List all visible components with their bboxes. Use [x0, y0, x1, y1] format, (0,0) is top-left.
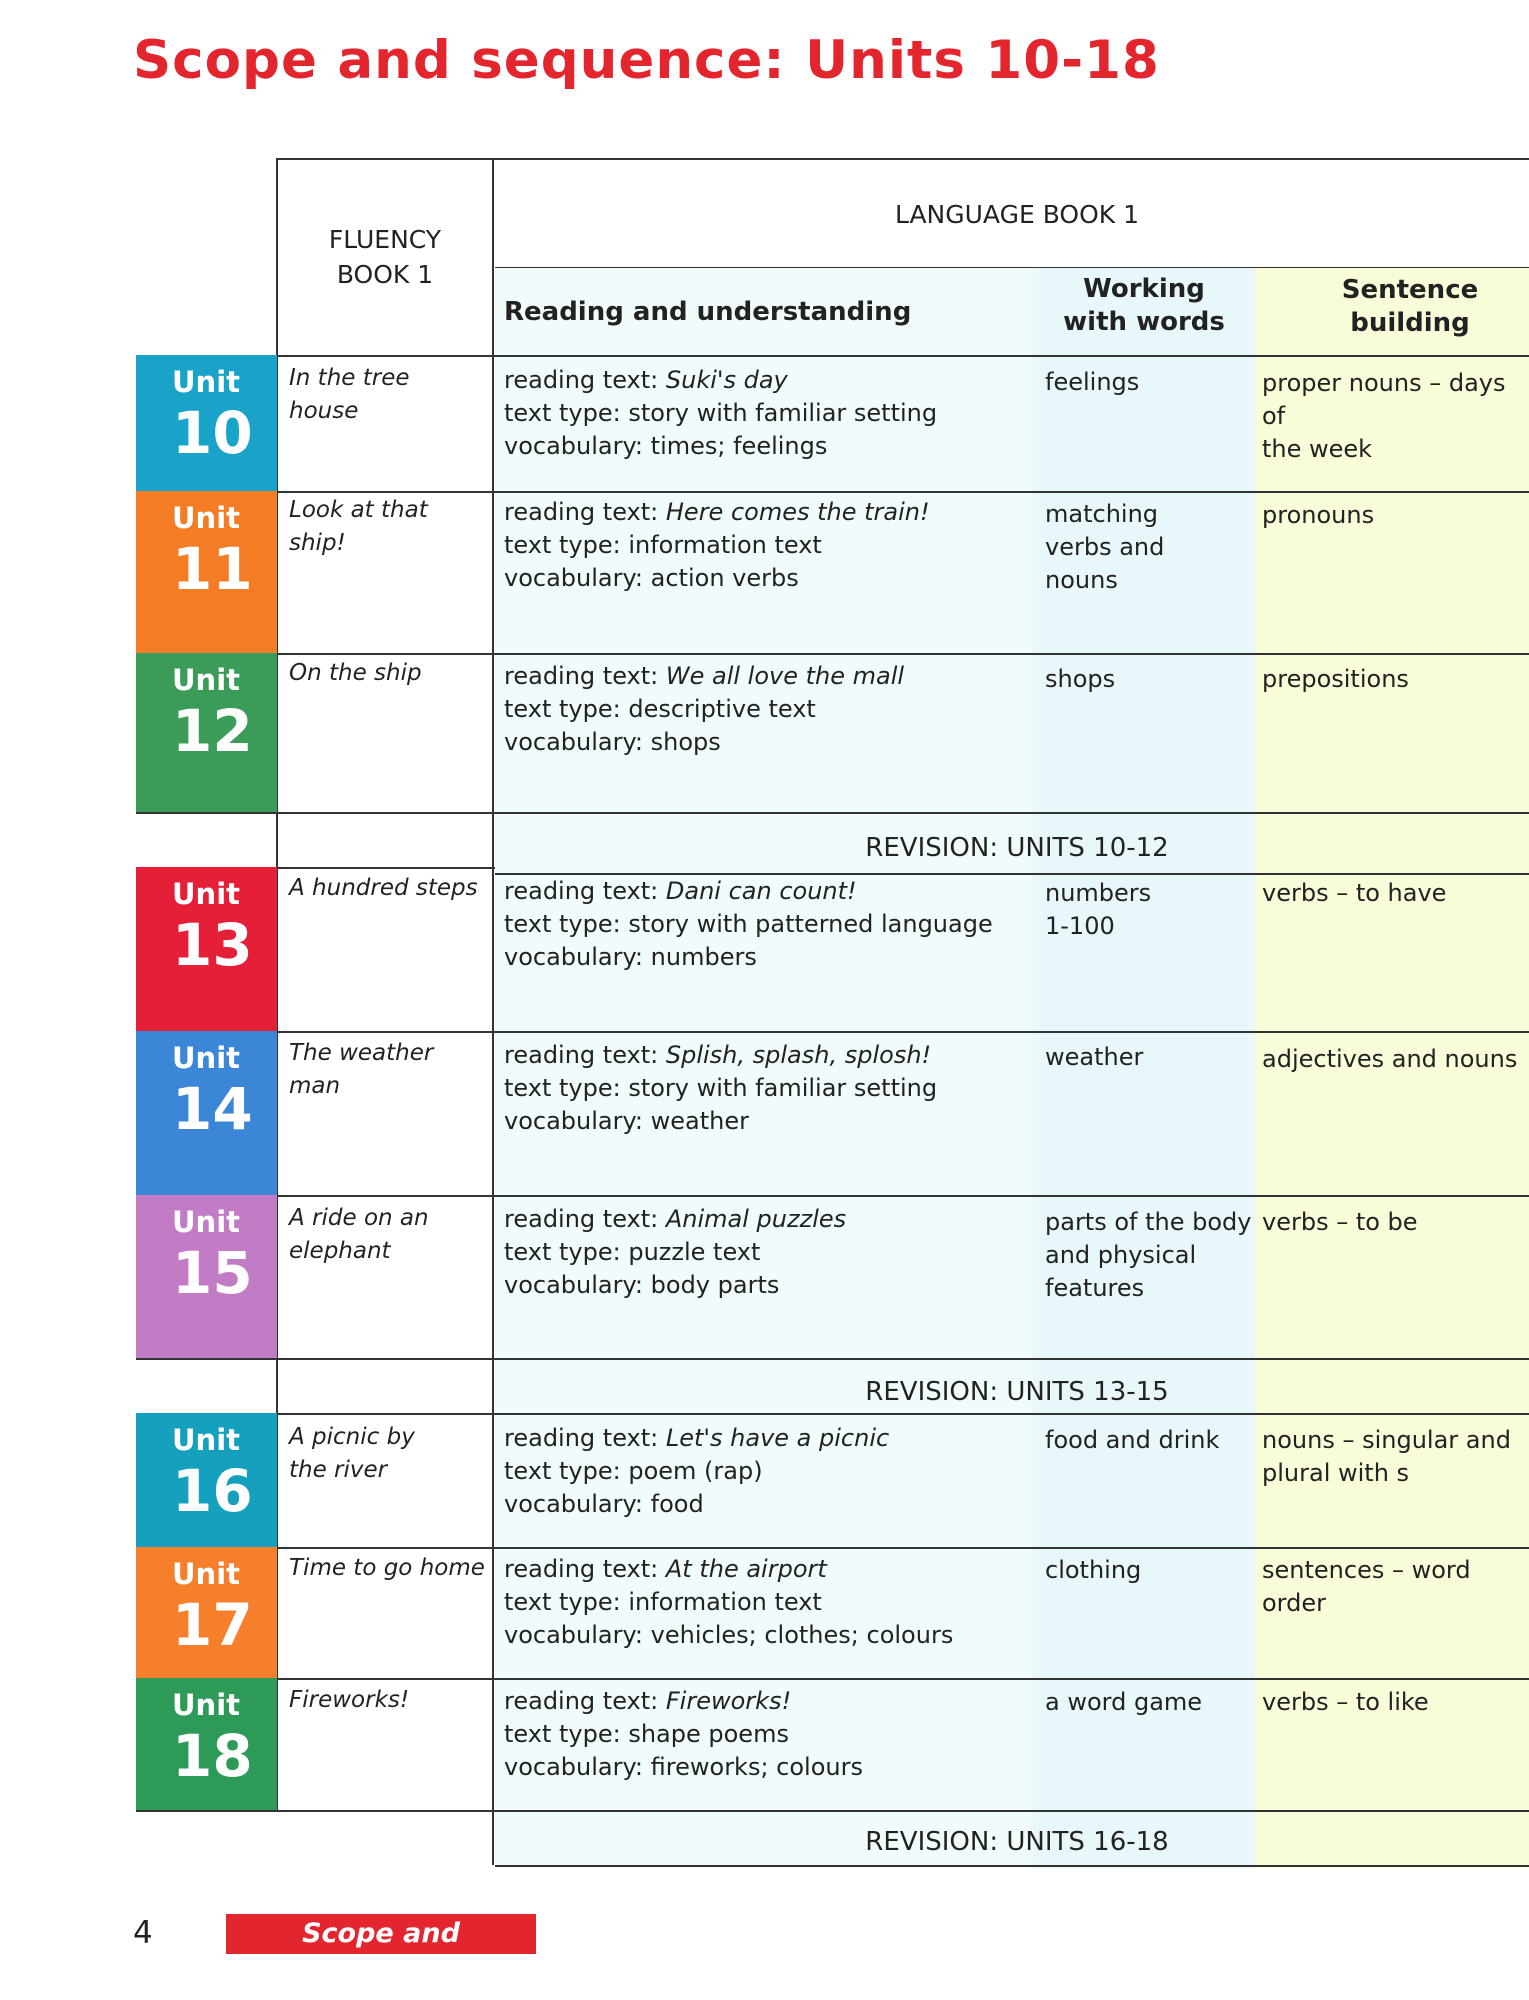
working-with-words-cell: feelings	[1045, 368, 1140, 396]
row-divider	[136, 653, 1529, 655]
reading-cell: reading text: At the airport text type: information text vocabulary: vehicles; clothes; colours	[504, 1555, 954, 1649]
unit-word: Unit	[172, 365, 240, 399]
unit-word: Unit	[172, 663, 240, 697]
fluency-title: Fireworks!	[289, 1687, 410, 1713]
unit-badge-15	[136, 1195, 277, 1358]
working-with-words-cell: shops	[1045, 665, 1116, 693]
unit-number: 14	[172, 1075, 253, 1143]
fluency-title: On the ship	[289, 660, 422, 686]
sentence-building-cell: prepositions	[1262, 665, 1409, 693]
working-with-words-cell: clothing	[1045, 1556, 1142, 1584]
unit-badge-10	[136, 355, 277, 491]
unit-badge-11	[136, 491, 277, 653]
unit-word: Unit	[172, 1688, 240, 1722]
unit-number: 10	[172, 399, 253, 467]
working-with-words-cell: numbers 1-100	[1045, 879, 1152, 940]
sentence-building-cell: verbs – to be	[1262, 1208, 1418, 1236]
unit-word: Unit	[172, 1205, 240, 1239]
sentence-building-header: Sentence building	[1341, 275, 1479, 338]
row-divider	[495, 1413, 1529, 1415]
reading-cell: reading text: Let's have a picnic text type: poem (rap) vocabulary: food	[504, 1424, 890, 1518]
unit-badge-12	[136, 653, 277, 812]
working-with-words-cell: parts of the body and physical features	[1045, 1208, 1252, 1302]
reading-cell: reading text: Dani can count! text type: story with patterned language vocabulary: numbers	[504, 877, 993, 971]
reading-cell: reading text: Here comes the train! text type: information text vocabulary: action verbs	[504, 498, 930, 592]
sentence-building-cell: nouns – singular and plural with s	[1262, 1426, 1511, 1487]
working-with-words-cell: matching verbs and nouns	[1045, 500, 1165, 594]
sentence-building-cell: verbs – to like	[1262, 1688, 1429, 1716]
row-divider	[136, 1031, 1529, 1033]
unit-word: Unit	[172, 501, 240, 535]
sentence-building-cell: proper nouns – days of the week	[1262, 369, 1506, 463]
sentence-building-cell: adjectives and nouns	[1262, 1045, 1518, 1073]
revision-banner: REVISION: UNITS 13-15	[865, 1377, 1169, 1407]
fluency-title: Time to go home	[289, 1555, 485, 1581]
fluency-book-header: FLUENCY BOOK 1	[328, 225, 442, 289]
page-title: Scope and sequence: Units 10-18	[133, 30, 1160, 91]
reading-cell: reading text: Fireworks! text type: shape poems vocabulary: fireworks; colours	[504, 1687, 863, 1781]
reading-cell: reading text: We all love the mall text type: descriptive text vocabulary: shops	[504, 662, 905, 756]
table-top-border	[276, 158, 1529, 160]
unit-number: 12	[172, 697, 253, 765]
working-with-words-cell: weather	[1045, 1043, 1144, 1071]
unit-number: 15	[172, 1239, 253, 1307]
revision-banner: REVISION: UNITS 16-18	[865, 1827, 1169, 1857]
unit-word: Unit	[172, 1557, 240, 1591]
row-divider	[136, 1678, 1529, 1680]
unit-number: 11	[172, 535, 253, 603]
sentence-building-cell: pronouns	[1262, 501, 1375, 529]
fluency-title: The weather man	[289, 1040, 434, 1099]
row-divider	[136, 1810, 1529, 1812]
language-book-header: LANGUAGE BOOK 1	[894, 200, 1140, 229]
fluency-title: In the tree house	[289, 365, 410, 424]
row-divider	[495, 1865, 1529, 1867]
row-divider	[136, 1195, 1529, 1197]
reading-cell: reading text: Animal puzzles text type: puzzle text vocabulary: body parts	[504, 1205, 847, 1299]
fluency-title: A picnic by the river	[289, 1424, 415, 1483]
fluency-title: A ride on an elephant	[289, 1205, 429, 1264]
fluency-title: A hundred steps	[289, 875, 478, 901]
unit-badge-18	[136, 1678, 277, 1810]
unit-number: 13	[172, 911, 253, 979]
row-divider	[136, 355, 1529, 357]
unit-badge-13	[136, 867, 277, 1031]
unit-badge-14	[136, 1031, 277, 1195]
row-divider	[136, 1358, 1529, 1360]
unit-number: 18	[172, 1722, 253, 1790]
unit-word: Unit	[172, 1423, 240, 1457]
reading-cell: reading text: Splish, splash, splosh! text type: story with familiar setting vocabulary: weather	[504, 1041, 938, 1135]
working-with-words-header: Working with words	[1063, 274, 1225, 337]
unit-number: 17	[172, 1591, 253, 1659]
unit-number: 16	[172, 1457, 253, 1525]
sentence-building-cell: verbs – to have	[1262, 879, 1447, 907]
row-divider	[136, 491, 1529, 493]
working-with-words-cell: a word game	[1045, 1688, 1203, 1716]
reading-cell: reading text: Suki's day text type: story with familiar setting vocabulary: times; feelings	[504, 366, 938, 460]
fluency-title: Look at that ship!	[289, 497, 428, 556]
unit-badge-16	[136, 1413, 277, 1547]
unit-word: Unit	[172, 877, 240, 911]
working-with-words-cell: food and drink	[1045, 1426, 1220, 1454]
row-divider	[136, 812, 1529, 814]
reading-understanding-header: Reading and understanding	[504, 297, 912, 327]
page-number: 4	[133, 1915, 153, 1951]
unit-badge-17	[136, 1547, 277, 1678]
fluency-right-border	[492, 158, 494, 1865]
unit-word: Unit	[172, 1041, 240, 1075]
revision-banner: REVISION: UNITS 10-12	[865, 833, 1169, 863]
sentence-building-cell: sentences – word order	[1262, 1556, 1471, 1617]
row-divider	[136, 1547, 1529, 1549]
section-tag: Scope and sequence	[226, 1914, 536, 1954]
header-divider	[495, 267, 1529, 268]
